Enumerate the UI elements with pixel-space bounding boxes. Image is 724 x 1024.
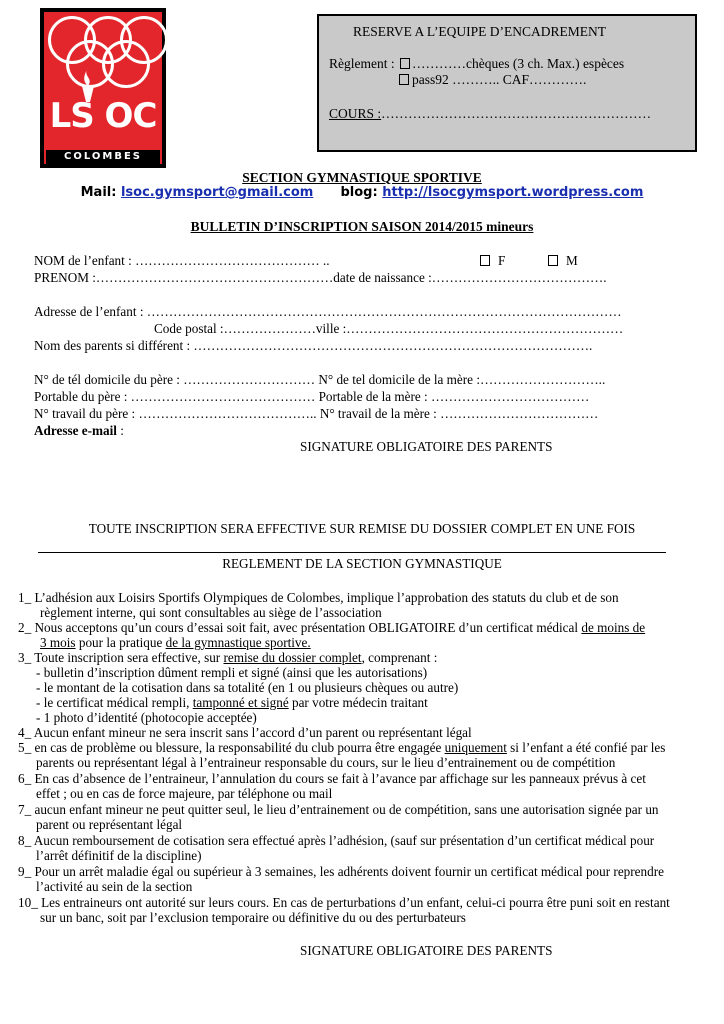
club-logo (40, 8, 166, 168)
rule-6-cont: effet ; ou en cas de force majeure, par téléphone ou mail (36, 786, 333, 801)
rule-2-gym: de la gymnastique sportive. (165, 635, 311, 650)
rule-3-item-4: - 1 photo d’identité (photocopie acceptée) (36, 710, 257, 725)
pass-options: pass92 ……….. CAF…………. (412, 72, 587, 87)
sex-m-label: M (566, 253, 578, 268)
rule-3 (18, 650, 437, 666)
portable-field[interactable]: Portable du père : …………………………………… Portable de la mère : ……………………………… (34, 389, 590, 404)
rule-7-cont: parent ou représentant légal (36, 817, 183, 832)
blog-label: blog: (340, 185, 378, 200)
logo-text-lsoc: LS OC (49, 96, 157, 136)
email-colon: : (116, 423, 124, 438)
code-postal-ville-field[interactable]: Code postal :…………………ville :……………………………………………………… (154, 321, 624, 336)
rule-2-text: 2_ Nous acceptons qu’un cours d’essai soit fait, avec présentation OBLIGATOIRE d’un certificat médical (18, 620, 582, 635)
prenom-field[interactable]: PRENOM :………………………………………………date de naissance :…………………………………. (34, 270, 607, 285)
reserved-title: RESERVE A L’EQUIPE D’ENCADREMENT (353, 24, 607, 39)
email-field[interactable] (34, 423, 124, 439)
sex-f-label: F (498, 253, 506, 268)
section-title: SECTION GYMNASTIQUE SPORTIVE (242, 170, 482, 185)
rule-3-pre: 3_ Toute inscription sera effective, sur (18, 650, 224, 665)
rule-3-item-3-post: par votre médecin traitant (288, 695, 428, 710)
rule-4: 4_ Aucun enfant mineur ne sera inscrit sans l’accord d’un parent ou représentant légal (18, 725, 472, 740)
rule-5-post: si l’enfant a été confié par les (506, 740, 666, 755)
effective-notice: TOUTE INSCRIPTION SERA EFFECTIVE SUR REMISE DU DOSSIER COMPLET EN UNE FOIS (88, 521, 636, 536)
rule-2-underline: de moins de (581, 620, 646, 635)
cours-dots: …………………………………………………… (381, 106, 652, 121)
travail-field[interactable]: N° travail du père : ………………………………….. N° travail de la mère : ……………………………… (34, 406, 599, 421)
reglement-label: Règlement : (329, 56, 395, 71)
bulletin-title: BULLETIN D’INSCRIPTION SAISON 2014/2015 mineurs (190, 219, 534, 234)
signature-parents-bottom: SIGNATURE OBLIGATOIRE DES PARENTS (300, 943, 553, 958)
checkbox-cheques-icon (400, 58, 410, 69)
rule-5-pre: 5_ en cas de problème ou blessure, la responsabilité du club pourra être engagée (18, 740, 445, 755)
rule-3-post: , comprenant : (361, 650, 438, 665)
sex-f-option[interactable] (480, 253, 505, 269)
rule-3-item-2: - le montant de la cotisation dans sa totalité (en 1 ou plusieurs chèques ou autre) (36, 680, 459, 695)
rule-2-mid: pour la pratique (75, 635, 166, 650)
mail-link[interactable]: lsoc.gymsport@gmail.com (120, 185, 314, 200)
rule-2-3mois: 3 mois (40, 635, 76, 650)
rule-6: 6_ En cas d’absence de l’entraineur, l’annulation du cours se fait à l’avance par affichage sur les panneaux prévus à cet (18, 771, 646, 786)
rule-3-item-3 (36, 695, 428, 711)
rule-3-item-1: - bulletin d’inscription dûment rempli et signé (ainsi que les autorisations) (36, 665, 428, 680)
reserved-reglement-line (329, 56, 624, 72)
reglement-options: …………chèques (3 ch. Max.) espèces (411, 56, 625, 71)
reserved-box (317, 14, 697, 152)
rule-2 (18, 620, 645, 636)
rule-2-cont (40, 635, 311, 651)
reserved-cours-line (329, 106, 651, 122)
rule-3-item-3-underline: tamponné et signé (192, 695, 289, 710)
rule-10: 10_ Les entraineurs ont autorité sur leurs cours. En cas de perturbations d’un enfant, celui-ci pourra être puni soit en restant (18, 895, 670, 910)
checkbox-f-icon[interactable] (480, 255, 490, 266)
rule-9: 9_ Pour un arrêt maladie égal ou supérieur à 3 semaines, les adhérents doivent fournir un certificat médical pour reprendre (18, 864, 664, 879)
rule-5-cont: parents ou représentant légal à l’entraineur responsable du cours, sur le lieu d’entrainement ou de compétition (36, 755, 616, 770)
reglement-title: REGLEMENT DE LA SECTION GYMNASTIQUE (222, 556, 502, 571)
rule-8-cont: l’arrêt définitif de la discipline) (36, 848, 202, 863)
rule-1: 1_ L’adhésion aux Loisirs Sportifs Olympiques de Colombes, implique l’approbation des statuts du club et de son (18, 590, 619, 605)
parents-name-field[interactable]: Nom des parents si différent : ………………………………………………………………………………. (34, 338, 593, 353)
rule-10-cont: sur un banc, soit par l’exclusion temporaire ou définitive du ou des perturbateurs (40, 910, 466, 925)
rule-1-cont: règlement interne, qui sont consultables au siège de l’association (40, 605, 382, 620)
rule-8: 8_ Aucun remboursement de cotisation sera effectué après l’adhésion, (sauf sur présentation d’un certificat médical pour (18, 833, 655, 848)
rule-3-underline: remise du dossier complet (223, 650, 362, 665)
mail-label: Mail: (80, 185, 117, 200)
logo-text-colombes: COLOMBES (46, 150, 160, 164)
signature-parents-top: SIGNATURE OBLIGATOIRE DES PARENTS (300, 439, 553, 454)
rule-3-item-3-pre: - le certificat médical rempli, (36, 695, 193, 710)
checkbox-m-icon[interactable] (548, 255, 558, 266)
nom-enfant-field[interactable]: NOM de l’enfant : …………………………………… .. (34, 253, 330, 268)
checkbox-pass-icon (399, 74, 409, 85)
email-label: Adresse e-mail (34, 423, 117, 438)
tel-domicile-field[interactable]: N° de tél domicile du père : ………………………… N° de tel domicile de la mère :……………………….. (34, 372, 606, 387)
adresse-field[interactable]: Adresse de l’enfant : ……………………………………………………………………………………………… (34, 304, 622, 319)
rule-7: 7_ aucun enfant mineur ne peut quitter seul, le lieu d’entrainement ou de compétition, sans une autorisation signée par un (18, 802, 659, 817)
divider-line (38, 552, 666, 553)
cours-label: COURS : (329, 106, 382, 121)
reserved-pass-line (399, 72, 586, 88)
contact-line (0, 185, 724, 200)
rule-9-cont: l’activité au sein de la section (36, 879, 193, 894)
blog-link[interactable]: http://lsocgymsport.wordpress.com (382, 185, 644, 200)
rule-5 (18, 740, 665, 756)
sex-m-option[interactable] (548, 253, 578, 269)
rule-5-underline: uniquement (444, 740, 507, 755)
